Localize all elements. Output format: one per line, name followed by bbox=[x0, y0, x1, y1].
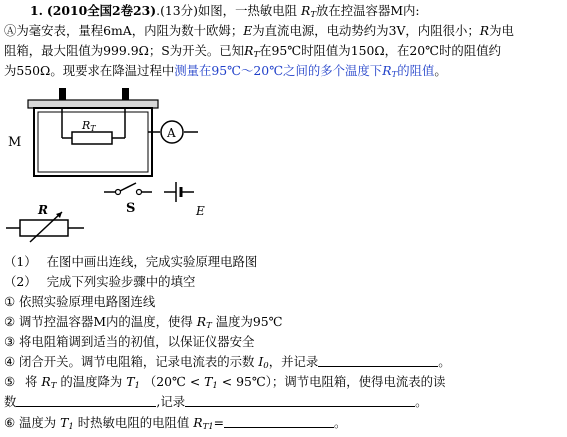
step-6 bbox=[4, 414, 563, 436]
ammeter-symbol: Ⓐ bbox=[4, 23, 17, 38]
step-6-text-c: = bbox=[213, 415, 225, 430]
problem-line2-a: 为毫安表，量程6mA，内阻为数十欧姆； bbox=[16, 23, 244, 38]
step-3-num: ③ bbox=[4, 334, 16, 349]
problem-line1-rest: 放在控温容器M内: bbox=[316, 3, 420, 18]
step-2-num: ② bbox=[4, 314, 16, 329]
symbol-t-sub-4: T bbox=[391, 70, 398, 80]
problem-line2-b: 为直流电源，电动势约为3V，内阻很小； bbox=[252, 23, 480, 38]
problem-line4-blue: 测量在95℃～20℃之间的多个温度下 bbox=[174, 63, 383, 78]
step-4-num: ④ bbox=[4, 354, 16, 369]
step-5-blank-2[interactable] bbox=[185, 394, 415, 407]
symbol-r: R bbox=[300, 3, 311, 18]
symbol-r-4: R bbox=[382, 63, 392, 78]
symbol-r-3: R bbox=[244, 43, 254, 58]
label-e: E bbox=[196, 204, 205, 218]
step-4-symbol-i-sub: 0 bbox=[263, 361, 269, 371]
step-6-symbol-t1-sub: 1 bbox=[68, 422, 74, 432]
label-rt bbox=[81, 119, 96, 133]
step-4-symbol-i: I bbox=[258, 354, 264, 369]
label-m: M bbox=[8, 135, 22, 150]
step-5-symbol-t1: T bbox=[126, 374, 135, 389]
step-5-symbol-t1-sub: 1 bbox=[134, 381, 140, 391]
step-5 bbox=[4, 373, 563, 395]
step-2-symbol-t: T bbox=[206, 321, 212, 331]
step-5-text-c: （20℃ < bbox=[143, 374, 201, 389]
step-5-symbol-t1-b: T bbox=[204, 374, 213, 389]
step-4-text-b: ，并记录 bbox=[268, 354, 319, 369]
problem-line4-end: 。 bbox=[434, 63, 447, 78]
step-4-blank[interactable] bbox=[318, 354, 438, 367]
step-6-text-b: 时热敏电阻的电阻值 bbox=[77, 415, 190, 430]
step-5-line2-a: 数 bbox=[4, 394, 17, 409]
step-3 bbox=[4, 333, 563, 351]
problem-line-2 bbox=[4, 22, 563, 40]
step-5-blank-1[interactable] bbox=[16, 394, 156, 407]
question-2-text: 完成下列实验步骤中的填空 bbox=[46, 274, 196, 289]
problem-line2-c: 为电 bbox=[489, 23, 514, 38]
circuit-diagram bbox=[0, 88, 230, 250]
step-6-text-a: 温度为 bbox=[19, 415, 57, 430]
step-6-num: ⑥ bbox=[4, 415, 16, 430]
step-4 bbox=[4, 353, 563, 375]
problem-line-1 bbox=[4, 2, 563, 24]
step-2-symbol-r: R bbox=[196, 314, 207, 329]
step-5-line2-b: ,记录 bbox=[156, 394, 186, 409]
label-rt-sub: T bbox=[90, 124, 96, 133]
question-2 bbox=[4, 273, 563, 291]
question-2-num: （2） bbox=[4, 274, 37, 289]
step-5-num: ⑤ bbox=[4, 374, 16, 389]
step-5-line-2 bbox=[4, 393, 563, 411]
problem-line-3 bbox=[4, 42, 563, 64]
problem-line-4 bbox=[4, 62, 563, 84]
question-1-num: （1） bbox=[4, 254, 37, 269]
symbol-t-sub-3: T bbox=[253, 50, 260, 60]
problem-score: .(13分)如图，一热敏电阻 bbox=[156, 3, 298, 18]
step-6-blank[interactable] bbox=[224, 415, 334, 428]
problem-number: 1. bbox=[30, 3, 43, 18]
step-1 bbox=[4, 293, 563, 311]
step-2-text-b: 温度为95℃ bbox=[215, 314, 283, 329]
step-1-text: 依照实验原理电路图连线 bbox=[19, 294, 156, 309]
symbol-r-2: R bbox=[479, 23, 490, 38]
step-5-text-a: 将 bbox=[25, 374, 38, 389]
step-5-text-b: 的温度降为 bbox=[60, 374, 123, 389]
switch-s bbox=[104, 183, 152, 195]
problem-line3-b: 在95℃时阻值为150Ω，在20℃时的阻值约 bbox=[259, 43, 501, 58]
step-2-text-a: 调节控温容器M内的温度，使得 bbox=[19, 314, 193, 329]
step-6-symbol-rt1-sub: T1 bbox=[202, 422, 214, 432]
step-3-text: 将电阻箱调到适当的初值，以保证仪器安全 bbox=[19, 334, 255, 349]
problem-line3-a: 阻箱，最大阻值为999.9Ω；S为开关。已知 bbox=[4, 43, 245, 58]
step-5-line2-c: 。 bbox=[415, 394, 428, 409]
step-6-symbol-r: R bbox=[193, 415, 203, 430]
step-2 bbox=[4, 313, 563, 335]
label-a: A bbox=[167, 126, 176, 140]
question-1-text: 在图中画出连线，完成实验原理电路图 bbox=[46, 254, 258, 269]
problem-line4-blue-b: 的阻值 bbox=[397, 63, 435, 78]
step-6-symbol-t1: T bbox=[60, 415, 69, 430]
label-rt-main: R bbox=[82, 119, 91, 132]
step-4-text-a: 闭合开关。调节电阻箱，记录电流表的示数 bbox=[19, 354, 255, 369]
symbol-t-sub: T bbox=[310, 10, 316, 20]
step-1-num: ① bbox=[4, 294, 16, 309]
problem-line4-a: 为550Ω。现要求在降温过程中 bbox=[4, 63, 175, 78]
symbol-e: E bbox=[243, 23, 253, 38]
step-5-symbol-r: R bbox=[41, 374, 51, 389]
step-5-symbol-t: T bbox=[50, 381, 57, 391]
step-5-symbol-t1-sub-b: 1 bbox=[212, 381, 218, 391]
step-4-text-c: 。 bbox=[438, 354, 451, 369]
step-6-text-d: 。 bbox=[334, 415, 347, 430]
problem-source: (2010全国2卷23) bbox=[46, 3, 157, 18]
battery-e bbox=[164, 182, 194, 202]
label-r: R bbox=[38, 203, 48, 217]
step-5-text-d: < 95℃）；调节电阻箱，使得电流表的读 bbox=[221, 374, 446, 389]
label-s: S bbox=[126, 201, 136, 216]
question-1 bbox=[4, 253, 563, 271]
